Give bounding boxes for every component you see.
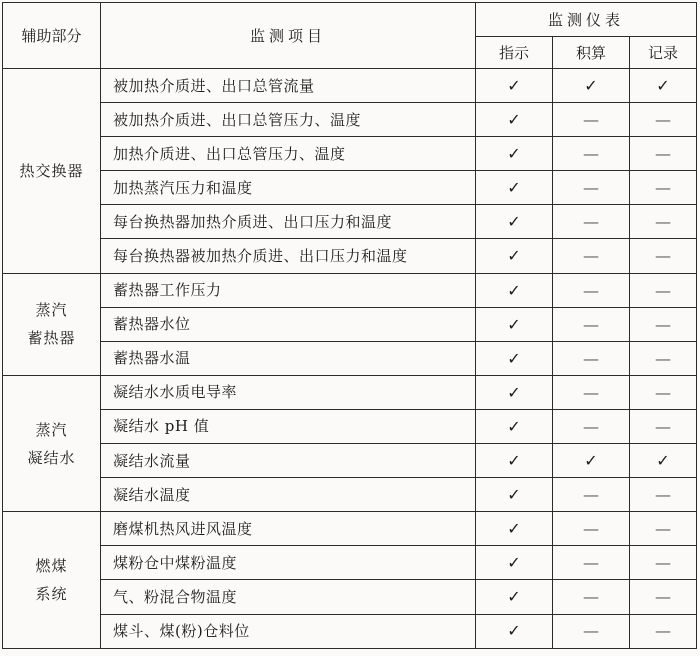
table-header bbox=[3, 3, 697, 69]
header-col-indicate: 指示 bbox=[476, 37, 553, 69]
header-col-integrate: 积算 bbox=[553, 37, 630, 69]
dash-mark: — bbox=[553, 205, 630, 239]
check-mark-icon: ✓ bbox=[553, 69, 630, 103]
monitoring-table bbox=[2, 2, 697, 649]
group-label-line: 蓄热器 bbox=[27, 329, 76, 348]
monitoring-item: 凝结水温度 bbox=[101, 478, 476, 512]
monitoring-item: 煤粉仓中煤粉温度 bbox=[101, 546, 476, 580]
dash-mark: — bbox=[630, 580, 697, 614]
table-row bbox=[3, 444, 697, 478]
monitoring-item: 气、粉混合物温度 bbox=[101, 580, 476, 614]
monitoring-item: 蓄热器水位 bbox=[101, 307, 476, 341]
check-mark-icon: ✓ bbox=[476, 205, 553, 239]
monitoring-item: 蓄热器工作压力 bbox=[101, 273, 476, 307]
check-mark-icon: ✓ bbox=[476, 375, 553, 409]
monitoring-item: 被加热介质进、出口总管流量 bbox=[101, 69, 476, 103]
group-label-line: 蒸汽 bbox=[35, 420, 68, 439]
check-mark-icon: ✓ bbox=[476, 307, 553, 341]
table-row bbox=[3, 137, 697, 171]
group-label-line: 凝结水 bbox=[27, 448, 76, 467]
monitoring-item: 加热蒸汽压力和温度 bbox=[101, 171, 476, 205]
group-label bbox=[3, 69, 101, 274]
check-mark-icon: ✓ bbox=[476, 409, 553, 443]
table-row bbox=[3, 341, 697, 375]
monitoring-item: 加热介质进、出口总管压力、温度 bbox=[101, 137, 476, 171]
table-row bbox=[3, 273, 697, 307]
monitoring-item: 煤斗、煤(粉)仓料位 bbox=[101, 614, 476, 648]
group-label-line: 热交换器 bbox=[19, 161, 84, 180]
dash-mark: — bbox=[630, 478, 697, 512]
table-row bbox=[3, 614, 697, 648]
group-label bbox=[3, 512, 101, 648]
header-item: 监测项目 bbox=[101, 3, 476, 69]
check-mark-icon: ✓ bbox=[476, 444, 553, 478]
dash-mark: — bbox=[553, 375, 630, 409]
table-row bbox=[3, 307, 697, 341]
dash-mark: — bbox=[630, 205, 697, 239]
table-row bbox=[3, 69, 697, 103]
monitoring-item: 磨煤机热风进风温度 bbox=[101, 512, 476, 546]
check-mark-icon: ✓ bbox=[630, 444, 697, 478]
monitoring-item: 每台换热器被加热介质进、出口压力和温度 bbox=[101, 239, 476, 273]
table-row bbox=[3, 205, 697, 239]
check-mark-icon: ✓ bbox=[476, 580, 553, 614]
dash-mark: — bbox=[630, 307, 697, 341]
dash-mark: — bbox=[630, 409, 697, 443]
header-col-record: 记录 bbox=[630, 37, 697, 69]
table-row bbox=[3, 103, 697, 137]
check-mark-icon: ✓ bbox=[476, 546, 553, 580]
dash-mark: — bbox=[630, 171, 697, 205]
dash-mark: — bbox=[553, 512, 630, 546]
dash-mark: — bbox=[553, 614, 630, 648]
monitoring-item: 凝结水流量 bbox=[101, 444, 476, 478]
dash-mark: — bbox=[553, 171, 630, 205]
dash-mark: — bbox=[553, 239, 630, 273]
table-row bbox=[3, 580, 697, 614]
dash-mark: — bbox=[630, 239, 697, 273]
dash-mark: — bbox=[553, 103, 630, 137]
dash-mark: — bbox=[553, 137, 630, 171]
dash-mark: — bbox=[630, 137, 697, 171]
dash-mark: — bbox=[630, 512, 697, 546]
monitoring-item: 蓄热器水温 bbox=[101, 341, 476, 375]
table-row bbox=[3, 512, 697, 546]
check-mark-icon: ✓ bbox=[476, 614, 553, 648]
dash-mark: — bbox=[553, 409, 630, 443]
dash-mark: — bbox=[553, 341, 630, 375]
header-part: 辅助部分 bbox=[3, 3, 101, 69]
monitoring-item: 凝结水 pH 值 bbox=[101, 409, 476, 443]
check-mark-icon: ✓ bbox=[553, 444, 630, 478]
dash-mark: — bbox=[553, 580, 630, 614]
table-row bbox=[3, 171, 697, 205]
monitoring-item: 凝结水水质电导率 bbox=[101, 375, 476, 409]
dash-mark: — bbox=[553, 307, 630, 341]
dash-mark: — bbox=[630, 341, 697, 375]
table-row bbox=[3, 546, 697, 580]
table-row bbox=[3, 409, 697, 443]
check-mark-icon: ✓ bbox=[630, 69, 697, 103]
check-mark-icon: ✓ bbox=[476, 273, 553, 307]
group-label-line: 燃煤 bbox=[35, 556, 68, 575]
dash-mark: — bbox=[630, 614, 697, 648]
table-row bbox=[3, 375, 697, 409]
dash-mark: — bbox=[553, 546, 630, 580]
check-mark-icon: ✓ bbox=[476, 512, 553, 546]
table-body bbox=[3, 69, 697, 649]
header-instruments: 监测仪表 bbox=[476, 3, 697, 37]
dash-mark: — bbox=[553, 273, 630, 307]
check-mark-icon: ✓ bbox=[476, 103, 553, 137]
table-row bbox=[3, 478, 697, 512]
check-mark-icon: ✓ bbox=[476, 171, 553, 205]
monitoring-table-container bbox=[2, 2, 696, 649]
group-label-line: 系统 bbox=[35, 584, 68, 603]
table-row bbox=[3, 239, 697, 273]
dash-mark: — bbox=[553, 478, 630, 512]
dash-mark: — bbox=[630, 103, 697, 137]
check-mark-icon: ✓ bbox=[476, 478, 553, 512]
check-mark-icon: ✓ bbox=[476, 137, 553, 171]
group-label bbox=[3, 273, 101, 375]
check-mark-icon: ✓ bbox=[476, 239, 553, 273]
check-mark-icon: ✓ bbox=[476, 341, 553, 375]
group-label bbox=[3, 375, 101, 511]
monitoring-item: 每台换热器加热介质进、出口压力和温度 bbox=[101, 205, 476, 239]
group-label-line: 蒸汽 bbox=[35, 301, 68, 320]
check-mark-icon: ✓ bbox=[476, 69, 553, 103]
dash-mark: — bbox=[630, 273, 697, 307]
dash-mark: — bbox=[630, 546, 697, 580]
dash-mark: — bbox=[630, 375, 697, 409]
monitoring-item: 被加热介质进、出口总管压力、温度 bbox=[101, 103, 476, 137]
